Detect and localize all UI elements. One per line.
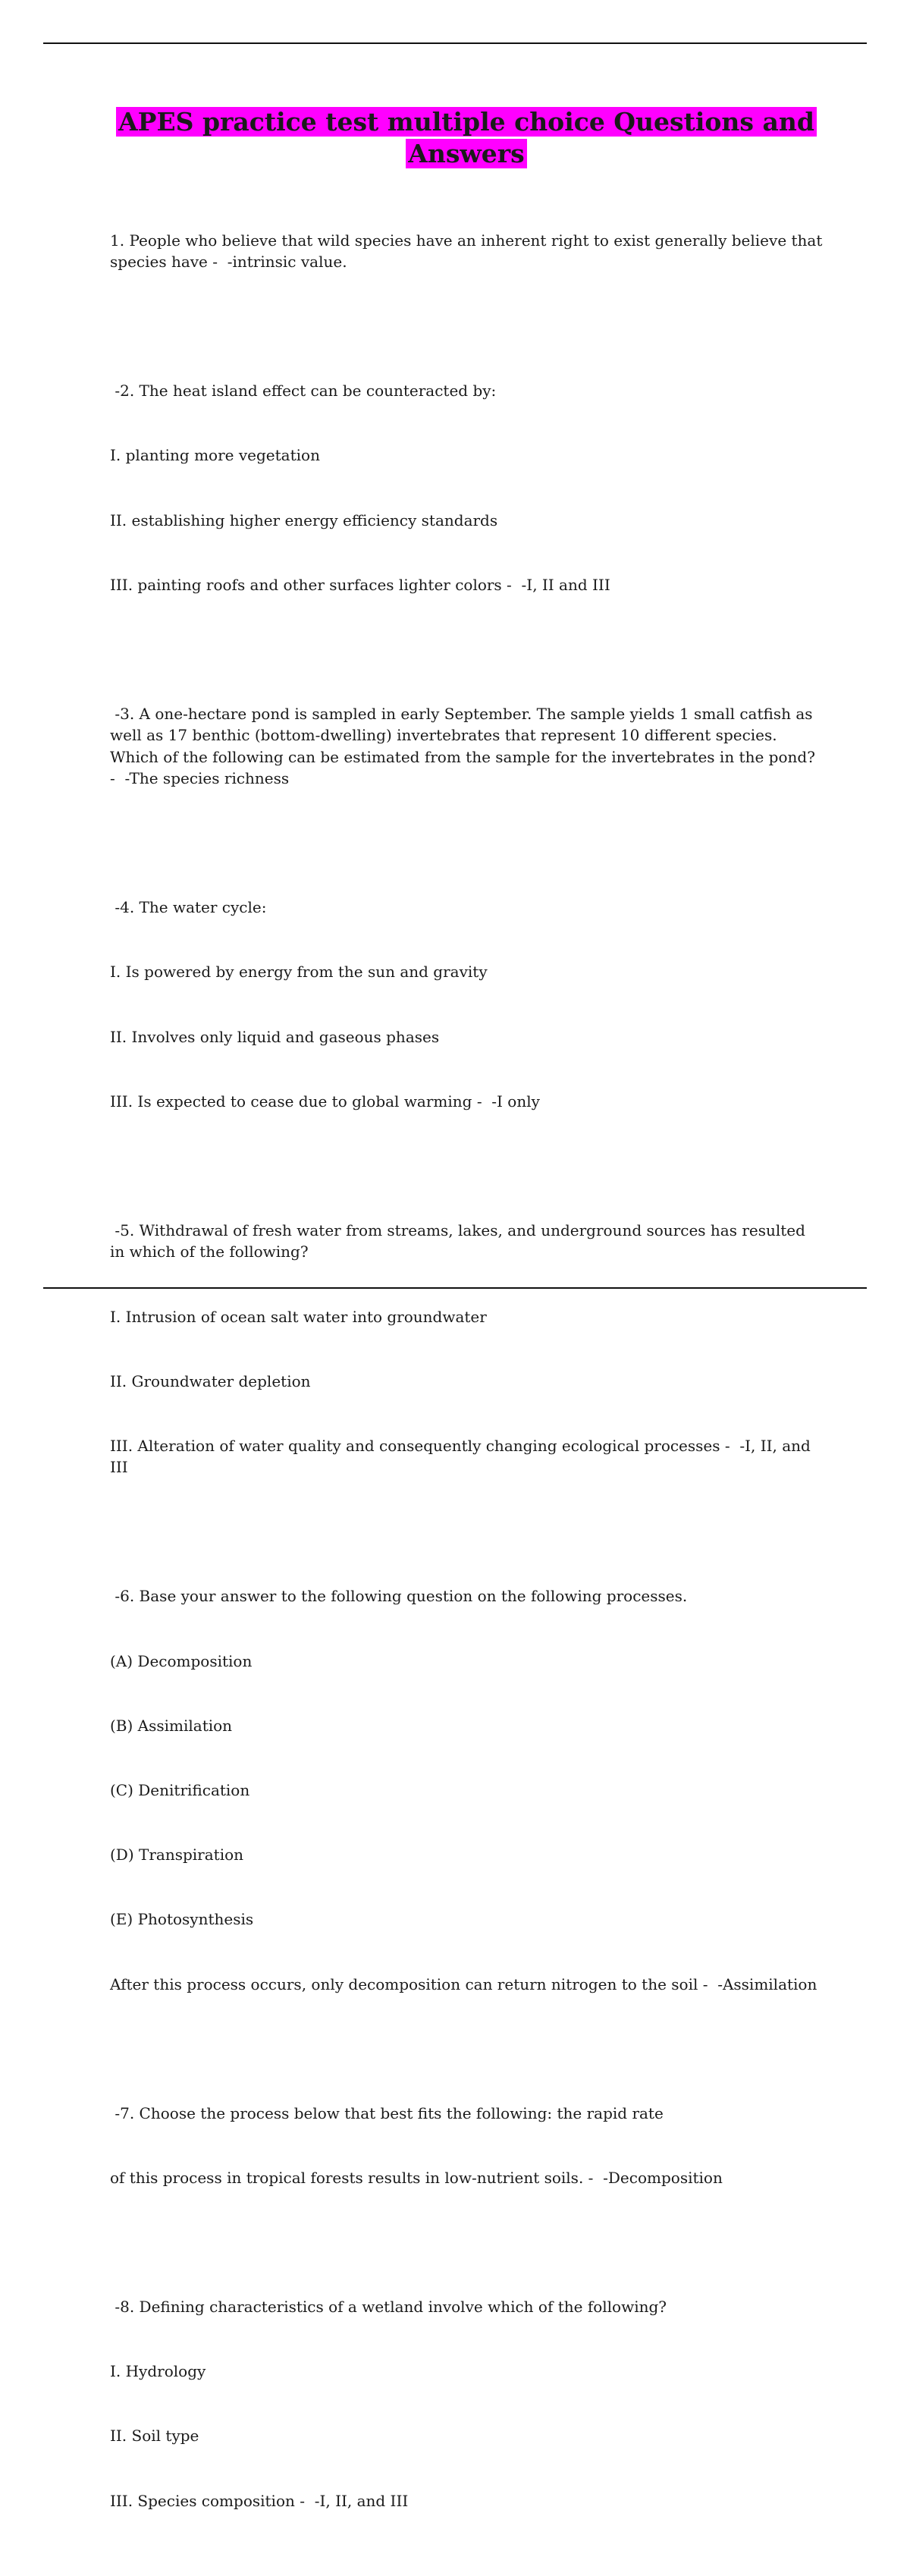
question-1 <box>110 187 827 316</box>
question-line: I. planting more vegetation <box>110 446 320 465</box>
question-line: of this process in tropical forests results in low-nutrient soils. - -Decomposition <box>110 2168 723 2187</box>
question-4 <box>110 853 823 1155</box>
document-title <box>110 106 823 170</box>
question-7 <box>110 2059 823 2232</box>
question-line: III. Alteration of water quality and consequently changing ecological processes - -I, II, and III <box>110 1436 816 1477</box>
question-line: (A) Decomposition <box>110 1651 253 1670</box>
question-line: -4. The water cycle: <box>110 898 267 917</box>
question-2 <box>110 337 823 639</box>
question-line: (D) Transpiration <box>110 1846 244 1864</box>
question-5 <box>110 1176 823 1522</box>
question-line: -3. A one-hectare pond is sampled in early September. The sample yields 1 small catfish as well as 17 benthic (bottom-dwelling) invertebrates that represent 10 different species. Which of the following can be estimated from the sample for the invertebrates in the pond? - -The species richness <box>110 704 821 788</box>
question-line: -2. The heat island effect can be counteracted by: <box>110 382 497 401</box>
question-6 <box>110 1543 823 2038</box>
header-rule <box>43 42 867 44</box>
question-8 <box>110 2253 823 2555</box>
question-line: (B) Assimilation <box>110 1716 233 1735</box>
question-line: (E) Photosynthesis <box>110 1910 254 1929</box>
question-line: -7. Choose the process below that best fits the following: the rapid rate <box>110 2103 664 2122</box>
question-3 <box>110 660 823 832</box>
question-line: III. Is expected to cease due to global warming - -I only <box>110 1092 540 1111</box>
question-line: -6. Base your answer to the following question on the following processes. <box>110 1587 688 1606</box>
question-line: I. Intrusion of ocean salt water into groundwater <box>110 1307 487 1326</box>
question-line: (C) Denitrification <box>110 1781 250 1800</box>
question-line: III. Species composition - -I, II, and III <box>110 2491 409 2510</box>
question-line: I. Hydrology <box>110 2362 206 2381</box>
question-line: III. painting roofs and other surfaces lighter colors - -I, II and III <box>110 575 610 594</box>
document-page <box>110 106 827 2576</box>
title-highlight: APES practice test multiple choice Questions and Answers <box>116 107 817 168</box>
question-line: II. Involves only liquid and gaseous phases <box>110 1027 440 1046</box>
question-line: II. Groundwater depletion <box>110 1371 311 1390</box>
question-line: 1. People who believe that wild species have an inherent right to exist generally believe that species have - -intrinsic value. <box>110 231 827 272</box>
footer-rule <box>43 1287 867 1289</box>
question-line: -8. Defining characteristics of a wetland involve which of the following? <box>110 2297 667 2316</box>
question-line: -5. Withdrawal of fresh water from streams, lakes, and underground sources has resulted in which of the following? <box>110 1220 811 1261</box>
question-line: I. Is powered by energy from the sun and gravity <box>110 963 488 982</box>
question-line: II. establishing higher energy efficiency standards <box>110 510 498 529</box>
question-line: After this process occurs, only decomposition can return nitrogen to the soil - -Assimilation <box>110 1974 817 1993</box>
question-line: II. Soil type <box>110 2427 199 2446</box>
